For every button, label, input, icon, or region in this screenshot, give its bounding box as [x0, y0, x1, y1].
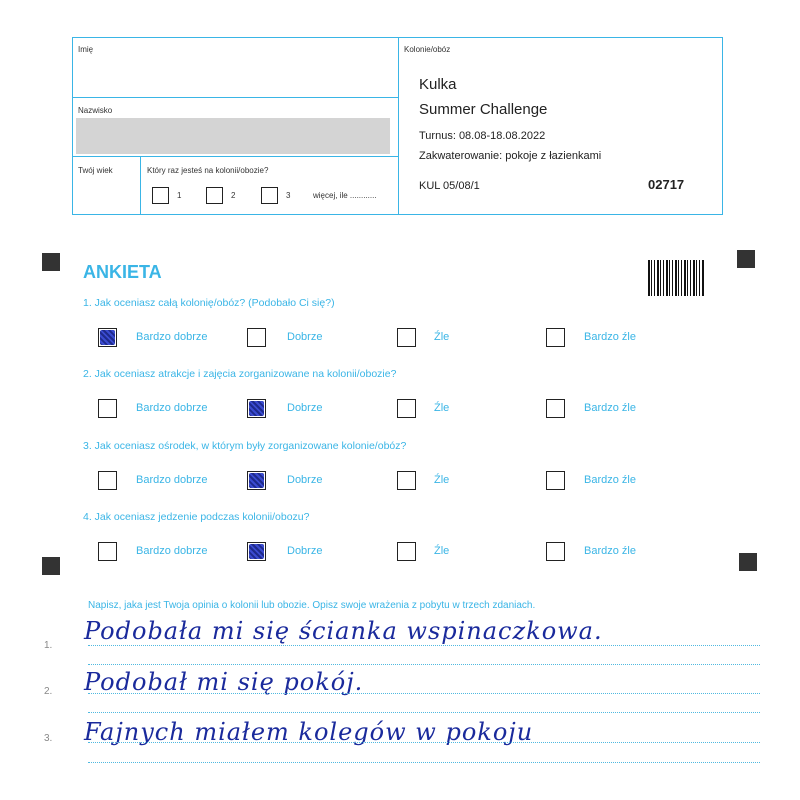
question-1-checkbox-1[interactable] [98, 328, 117, 347]
answer-line-1[interactable]: Podobała mi się ścianka wspinaczkowa. [84, 617, 603, 645]
surname-field-redacted [76, 118, 390, 154]
question-1-option-label: Źle [434, 331, 450, 343]
question-1-checkbox-2[interactable] [247, 328, 266, 347]
question-2-option-label: Bardzo źle [584, 402, 636, 414]
answer-line-2[interactable]: Podobał mi się pokój. [84, 668, 364, 696]
question-1-option-label: Bardzo dobrze [136, 331, 208, 343]
question-3-checkbox-3[interactable] [397, 471, 416, 490]
divider [72, 97, 398, 98]
question-4-option-label: Bardzo źle [584, 545, 636, 557]
barcode [648, 260, 704, 296]
pen-mark [249, 544, 264, 559]
question-3-option-label: Źle [434, 474, 450, 486]
pen-mark [100, 330, 115, 345]
answer-line-3[interactable]: Fajnych miałem kolegów w pokoju [84, 718, 534, 746]
surname-label: Nazwisko [78, 106, 113, 115]
question-3-checkbox-4[interactable] [546, 471, 565, 490]
question-4-option-label: Źle [434, 545, 450, 557]
times-option-3: 3 [286, 191, 291, 200]
question-2-checkbox-3[interactable] [397, 399, 416, 418]
divider [398, 37, 399, 215]
question-3-option-label: Bardzo źle [584, 474, 636, 486]
pen-mark [249, 473, 264, 488]
camp-code: KUL 05/08/1 [419, 180, 480, 192]
times-checkbox-3[interactable] [261, 187, 278, 204]
opinion-prompt: Napisz, jaka jest Twoja opinia o kolonii lub obozie. Opisz swoje wrażenia z pobytu w trzech zdaniach. [88, 600, 536, 611]
question-1-option-label: Bardzo źle [584, 331, 636, 343]
divider [140, 156, 141, 215]
question-2-checkbox-4[interactable] [546, 399, 565, 418]
times-option-1: 1 [177, 191, 182, 200]
name-label: Imię [78, 45, 94, 54]
question-4-option-label: Dobrze [287, 545, 323, 557]
survey-title: ANKIETA [83, 262, 162, 282]
registration-marker [42, 253, 60, 271]
question-3-checkbox-2[interactable] [247, 471, 266, 490]
camp-label: Kolonie/obóz [404, 45, 451, 54]
question-1-checkbox-3[interactable] [397, 328, 416, 347]
question-1-option-label: Dobrze [287, 331, 323, 343]
turnus: Turnus: 08.08-18.08.2022 [419, 130, 546, 142]
camp-program: Summer Challenge [419, 101, 548, 118]
question-4-checkbox-1[interactable] [98, 542, 117, 561]
question-4-checkbox-2[interactable] [247, 542, 266, 561]
question-2-option-label: Bardzo dobrze [136, 402, 208, 414]
line-number: 3. [44, 733, 53, 744]
camp-name: Kulka [419, 76, 457, 93]
form-number: 02717 [648, 177, 685, 192]
accommodation: Zakwaterowanie: pokoje z łazienkami [419, 150, 602, 162]
times-more: więcej, ile ............ [313, 191, 377, 200]
dotted-line [88, 762, 760, 763]
question-1-text: 1. Jak oceniasz całą kolonię/obóz? (Podobało Ci się?) [83, 297, 335, 309]
question-4-checkbox-4[interactable] [546, 542, 565, 561]
times-checkbox-1[interactable] [152, 187, 169, 204]
question-2-checkbox-1[interactable] [98, 399, 117, 418]
times-checkbox-2[interactable] [206, 187, 223, 204]
pen-mark [249, 401, 264, 416]
registration-marker [737, 250, 755, 268]
dotted-line [88, 693, 760, 694]
question-3-checkbox-1[interactable] [98, 471, 117, 490]
times-option-2: 2 [231, 191, 236, 200]
question-2-option-label: Źle [434, 402, 450, 414]
question-2-checkbox-2[interactable] [247, 399, 266, 418]
question-1-checkbox-4[interactable] [546, 328, 565, 347]
question-3-option-label: Bardzo dobrze [136, 474, 208, 486]
times-label: Który raz jesteś na kolonii/obozie? [147, 166, 269, 175]
question-3-text: 3. Jak oceniasz ośrodek, w którym były zorganizowane kolonie/obóz? [83, 440, 407, 452]
registration-marker [42, 557, 60, 575]
question-4-checkbox-3[interactable] [397, 542, 416, 561]
dotted-line [88, 664, 760, 665]
name-field[interactable] [76, 56, 394, 94]
dotted-line [88, 645, 760, 646]
divider [72, 156, 398, 157]
dotted-line [88, 712, 760, 713]
question-4-text: 4. Jak oceniasz jedzenie podczas kolonii/obozu? [83, 511, 310, 523]
registration-marker [739, 553, 757, 571]
question-4-option-label: Bardzo dobrze [136, 545, 208, 557]
dotted-line [88, 742, 760, 743]
age-label: Twój wiek [78, 166, 113, 175]
question-2-option-label: Dobrze [287, 402, 323, 414]
question-3-option-label: Dobrze [287, 474, 323, 486]
question-2-text: 2. Jak oceniasz atrakcje i zajęcia zorganizowane na kolonii/obozie? [83, 368, 397, 380]
line-number: 1. [44, 640, 53, 651]
line-number: 2. [44, 686, 53, 697]
